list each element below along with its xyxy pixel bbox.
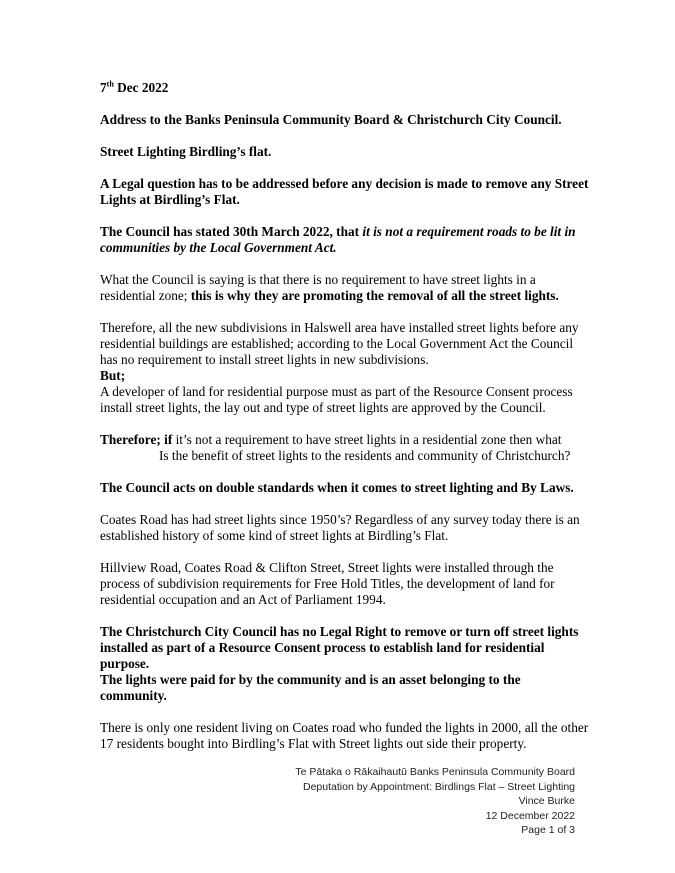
council-statement-lead: The Council has stated 30th March 2022, that	[100, 224, 363, 239]
legal-question: A Legal question has to be addressed before any decision is made to remove any Street Lights at Birdling’s Flat.	[100, 176, 589, 207]
council-saying-bold: this is why they are promoting the removal of all the street lights.	[190, 288, 559, 303]
footer-name: Vince Burke	[518, 795, 575, 808]
legal-right-statement: The Christchurch City Council has no Legal Right to remove or turn off street lights installed as part of a Resource Consent process to establish land for residential purpose.	[100, 624, 579, 671]
date-suffix: th	[106, 79, 114, 89]
benefit-question	[100, 432, 590, 448]
date-rest: Dec 2022	[113, 80, 169, 95]
footer-date: 12 December 2022	[485, 809, 575, 822]
council-statement-quote: it is not a requirement roads to be lit in communities by the Local Government Act.	[100, 224, 576, 255]
benefit-question-bold: Therefore; if	[100, 432, 173, 447]
council-saying-plain: What the Council is saying is that there is no requirement to have street lights in a residential zone;	[100, 272, 536, 303]
benefit-question-first-line: it’s not a requirement to have street lights in a residential zone then what	[172, 432, 562, 447]
footer-board: Te Pātaka o Rākaihautū Banks Peninsula Community Board	[295, 766, 575, 778]
halswell-paragraph: Therefore, all the new subdivisions in Halswell area have installed street lights before any residential buildings are established; according to the Local Government Act the Council has no requirement to install street lights in new subdivisions.	[100, 320, 579, 367]
community-asset-statement: The lights were paid for by the community and is an asset belonging to the community.	[100, 672, 521, 703]
council-statement	[100, 224, 590, 256]
address-line: Address to the Banks Peninsula Community Board & Christchurch City Council.	[100, 112, 562, 127]
hillview-paragraph: Hillview Road, Coates Road & Clifton Street, Street lights were installed through the process of subdivision requirements for Free Hold Titles, the development of land for residential occupation and an Act of Parliament 1994.	[100, 560, 555, 607]
benefit-question-second-line: Is the benefit of street lights to the residents and community of Christchurch?	[159, 448, 571, 463]
residents-paragraph: There is only one resident living on Coates road who funded the lights in 2000, all the other 17 residents bought into Birdling’s Flat with Street lights out side their property.	[100, 720, 589, 751]
footer-deputation: Deputation by Appointment: Birdlings Flat – Street Lighting	[303, 780, 575, 793]
page-footer	[175, 765, 575, 838]
coates-history-paragraph: Coates Road has had street lights since 1950’s? Regardless of any survey today there is an established history of some kind of street lights at Birdling’s Flat.	[100, 512, 580, 543]
double-standards: The Council acts on double standards when it comes to street lighting and By Laws.	[100, 480, 574, 495]
developer-paragraph: A developer of land for residential purpose must as part of the Resource Consent process install street lights, the lay out and type of street lights are approved by the Council.	[100, 384, 573, 415]
letter-date	[100, 80, 590, 96]
subject-line: Street Lighting Birdling’s flat.	[100, 144, 272, 159]
council-saying-paragraph	[100, 272, 590, 304]
date-day: 7	[100, 80, 107, 95]
footer-page-number: Page 1 of 3	[521, 824, 575, 837]
but-label: But;	[100, 368, 126, 383]
letter-body	[100, 80, 590, 752]
